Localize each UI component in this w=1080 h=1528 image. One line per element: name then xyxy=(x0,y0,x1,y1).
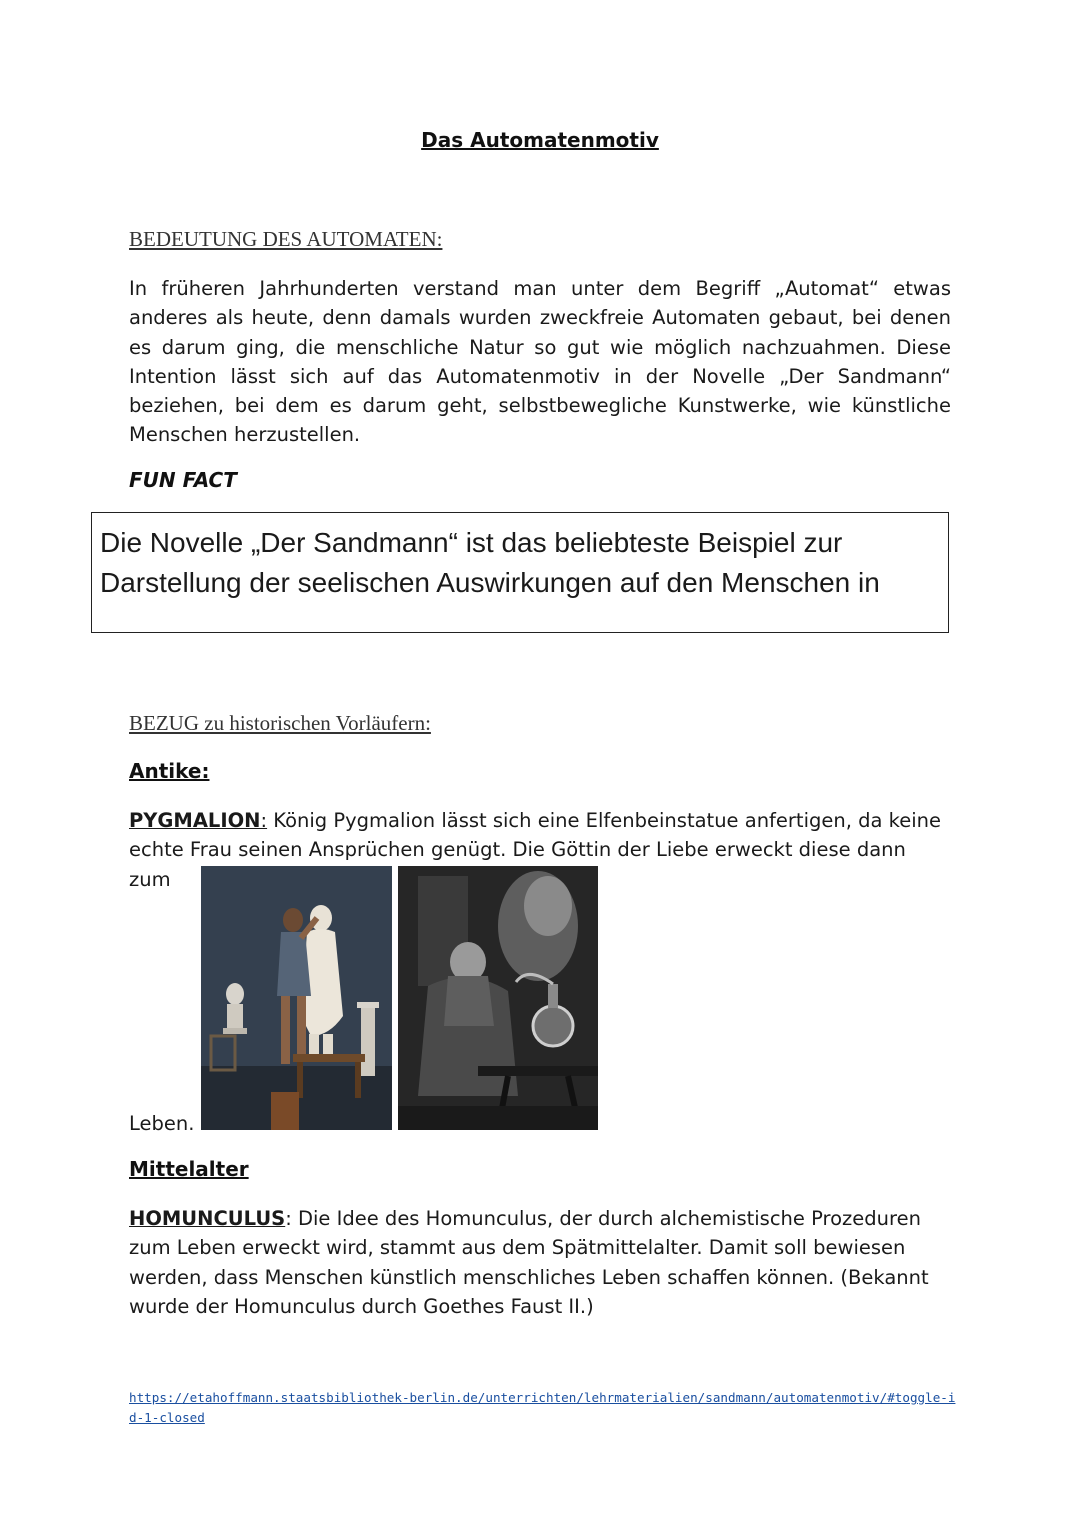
pygmalion-image xyxy=(201,866,392,1130)
funfact-box xyxy=(91,512,949,633)
paragraph-homunculus xyxy=(129,1204,959,1321)
section-heading-bezug: BEZUG zu historischen Vorläufern: xyxy=(129,711,431,735)
pygmalion-text: König Pygmalion lässt sich eine Elfenbeinstatue anfertigen, da keine echte Frau seinen Ansprüchen genügt. Die Göttin der Liebe erweckt diese dann zum xyxy=(129,809,942,891)
term-separator: : xyxy=(260,809,268,832)
term-pygmalion: PYGMALION xyxy=(129,809,261,832)
funfact-box-text: Die Novelle „Der Sandmann“ ist das beliebteste Beispiel zur Darstellung der seelischen Auswirkungen auf den Menschen in xyxy=(100,527,880,598)
funfact-label: FUN FACT xyxy=(129,468,237,492)
source-link[interactable]: https://etahoffmann.staatsbibliothek-berlin.de/unterrichten/lehrmaterialien/sandmann/automatenmotiv/#toggle-id-1-closed xyxy=(129,1390,956,1425)
section-heading-bedeutung: BEDEUTUNG DES AUTOMATEN: xyxy=(129,227,443,251)
paragraph-bedeutung: In früheren Jahrhunderten verstand man unter dem Begriff „Automat“ etwas anderes als heute, denn damals wurden zweckfreie Automaten gebaut, bei denen es darum ging, die menschliche Natur so gut wie möglich nachzuahmen. Diese Intention lässt sich auf das Automatenmotiv in der Novelle „Der Sandmann“ beziehen, bei dem es darum geht, selbstbewegliche Kunstwerke, wie künstliche Menschen herzustellen. xyxy=(129,277,951,447)
subheading-mittelalter: Mittelalter xyxy=(129,1157,249,1181)
term-homunculus: HOMUNCULUS xyxy=(129,1207,286,1230)
homunculus-text: : Die Idee des Homunculus, der durch alchemistische Prozeduren zum Leben erweckt wird, stammt aus dem Spätmittelalter. Damit soll bewiesen werden, dass Menschen künstlich menschliches Leben schaffen können. (Bekannt wurde der Homunculus durch Goethes Faust II.) xyxy=(129,1207,929,1318)
subheading-antike: Antike: xyxy=(129,759,210,783)
homunculus-image xyxy=(398,866,598,1130)
page-title: Das Automatenmotiv xyxy=(421,128,659,152)
pygmalion-continuation: Leben. xyxy=(129,1112,195,1135)
